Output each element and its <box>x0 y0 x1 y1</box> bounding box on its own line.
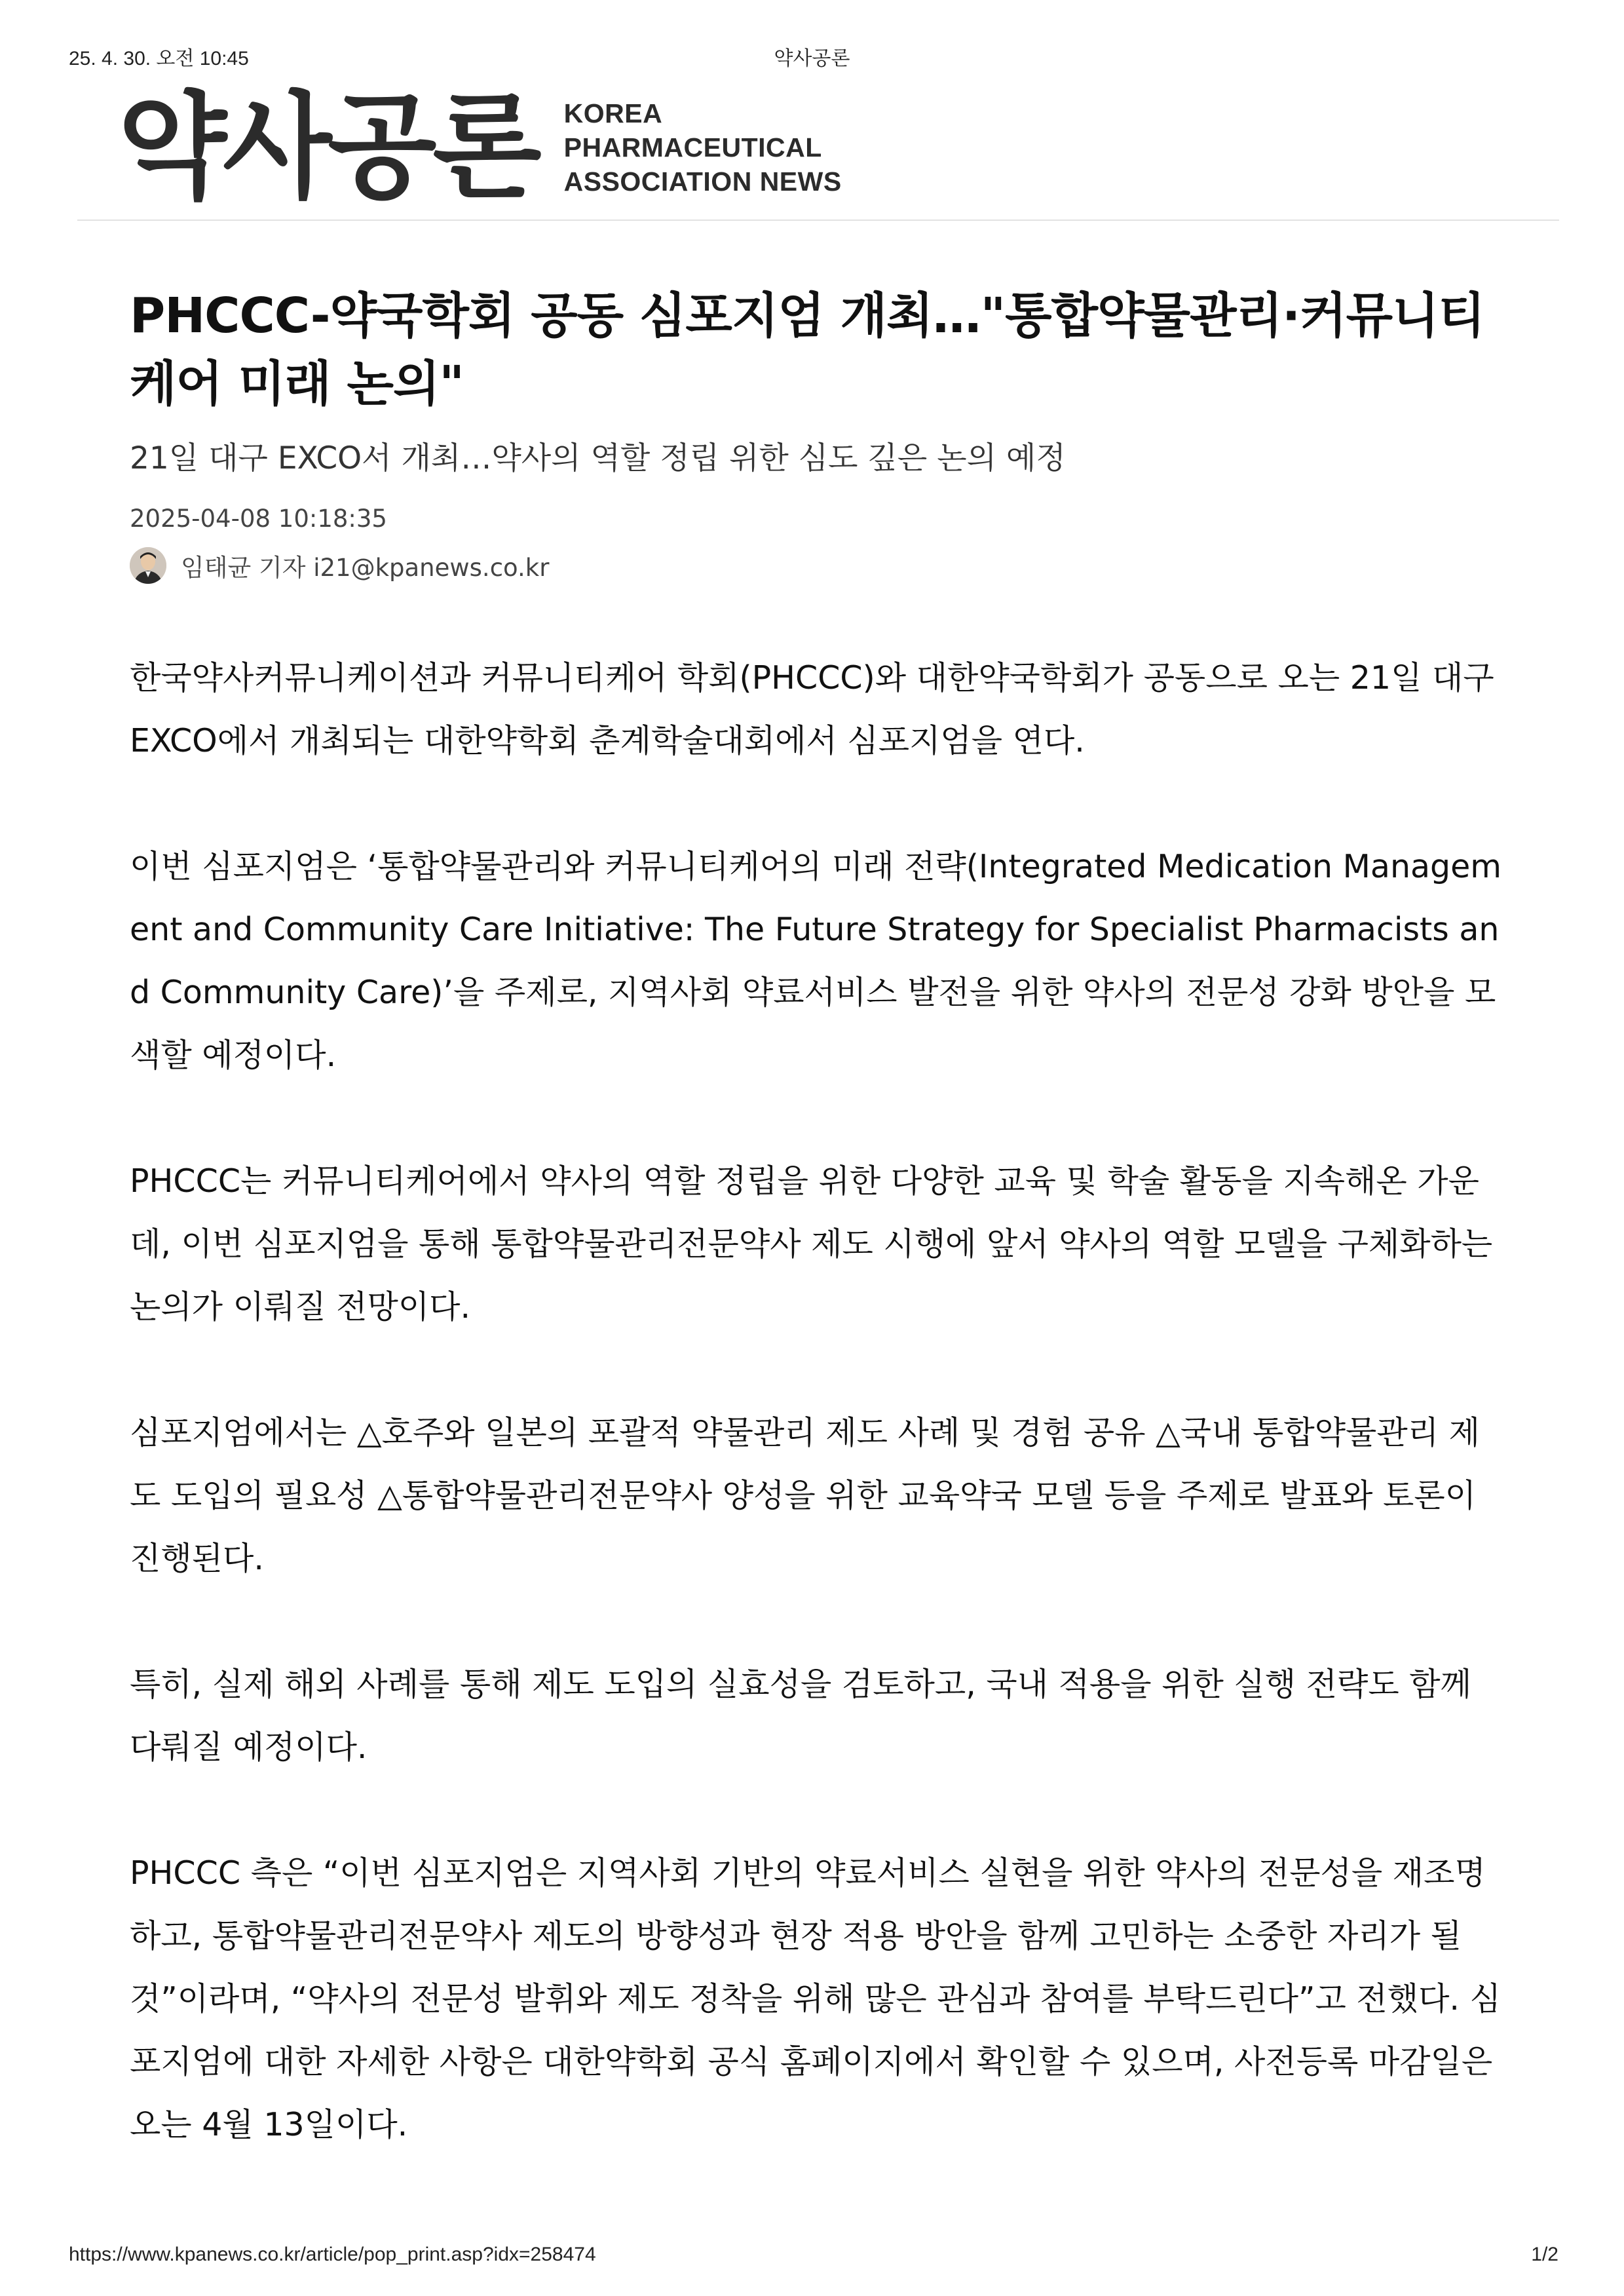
article <box>130 282 1505 2219</box>
avatar-icon <box>130 547 166 584</box>
article-paragraph-4: 심포지엄에서는 △호주와 일본의 포괄적 약물관리 제도 사례 및 경험 공유 △국내 통합약물관리 제도 도입의 필요성 △통합약물관리전문약사 양성을 위한 교육약국 모델 등을 주제로 발표와 토론이 진행된다. <box>130 1414 1480 1577</box>
logo-english <box>564 96 842 199</box>
logo-english-line-1: KOREA <box>563 98 663 128</box>
article-published-date: 2025-04-08 10:18:35 <box>130 505 387 533</box>
article-paragraph-6: PHCCC 측은 “이번 심포지엄은 지역사회 기반의 약료서비스 실현을 위한 약사의 전문성을 재조명하고, 통합약물관리전문약사 제도의 방향성과 현장 적용 방안을 함께 고민하는 소중한 자리가 될 것”이라며, “약사의 전문성 발휘와 제도 정착을 위해 많은 관심과 참여를 부탁드린다”고 전했다. 심포지엄에 대한 자세한 사항은 대한약학회 공식 홈페이지에서 확인할 수 있으며, 사전등록 마감일은 오는 4월 13일이다. <box>130 1854 1501 2143</box>
article-paragraph-5: 특히, 실제 해외 사례를 통해 제도 도입의 실효성을 검토하고, 국내 적용을 위한 실행 전략도 함께 다뤄질 예정이다. <box>130 1666 1471 1766</box>
article-paragraph-1: 한국약사커뮤니케이션과 커뮤니티케어 학회(PHCCC)와 대한약국학회가 공동으로 오는 21일 대구 EXCO에서 개최되는 대한약학회 춘계학술대회에서 심포지엄을 연다. <box>130 659 1494 759</box>
article-paragraph-3: PHCCC는 커뮤니티케어에서 약사의 역할 정립을 위한 다양한 교육 및 학술 활동을 지속해온 가운데, 이번 심포지엄을 통해 통합약물관리전문약사 제도 시행에 앞서 약사의 역할 모델을 구체화하는 논의가 이뤄질 전망이다. <box>130 1162 1493 1326</box>
logo-english-line-3: ASSOCIATION NEWS <box>563 166 842 197</box>
byline-text[interactable]: 임태균 기자 i21@kpanews.co.kr <box>181 554 550 582</box>
logo-english-line-2: PHARMACEUTICAL <box>563 132 822 163</box>
article-byline <box>130 547 1505 584</box>
article-subheadline: 21일 대구 EXCO서 개최…약사의 역할 정립 위한 심도 깊은 논의 예정 <box>130 440 1066 476</box>
header-divider <box>77 220 1559 221</box>
print-page-title: 약사공론 <box>774 48 850 69</box>
print-url: https://www.kpanews.co.kr/article/pop_print.asp?idx=258474 <box>69 2244 596 2265</box>
print-header <box>0 42 1624 68</box>
logo-korean: 약사공론 <box>118 79 538 214</box>
article-body <box>130 647 1505 2156</box>
article-paragraph-2: 이번 심포지엄은 ‘통합약물관리와 커뮤니티케어의 미래 전략(Integrated Medication Management and Community Care Initiative: The Future Strategy for Specialist Pharmacists and Community Care)’을 주제로, 지역사회 약료서비스 발전을 위한 약사의 전문성 강화 방안을 모색할 예정이다. <box>130 848 1502 1074</box>
masthead-logo[interactable] <box>118 79 842 214</box>
print-page-number: 1/2 <box>1531 2244 1558 2265</box>
article-headline: PHCCC-약국학회 공동 심포지엄 개최…"통합약물관리·커뮤니티케어 미래 논의" <box>130 288 1485 412</box>
print-datetime: 25. 4. 30. 오전 10:45 <box>69 48 249 69</box>
